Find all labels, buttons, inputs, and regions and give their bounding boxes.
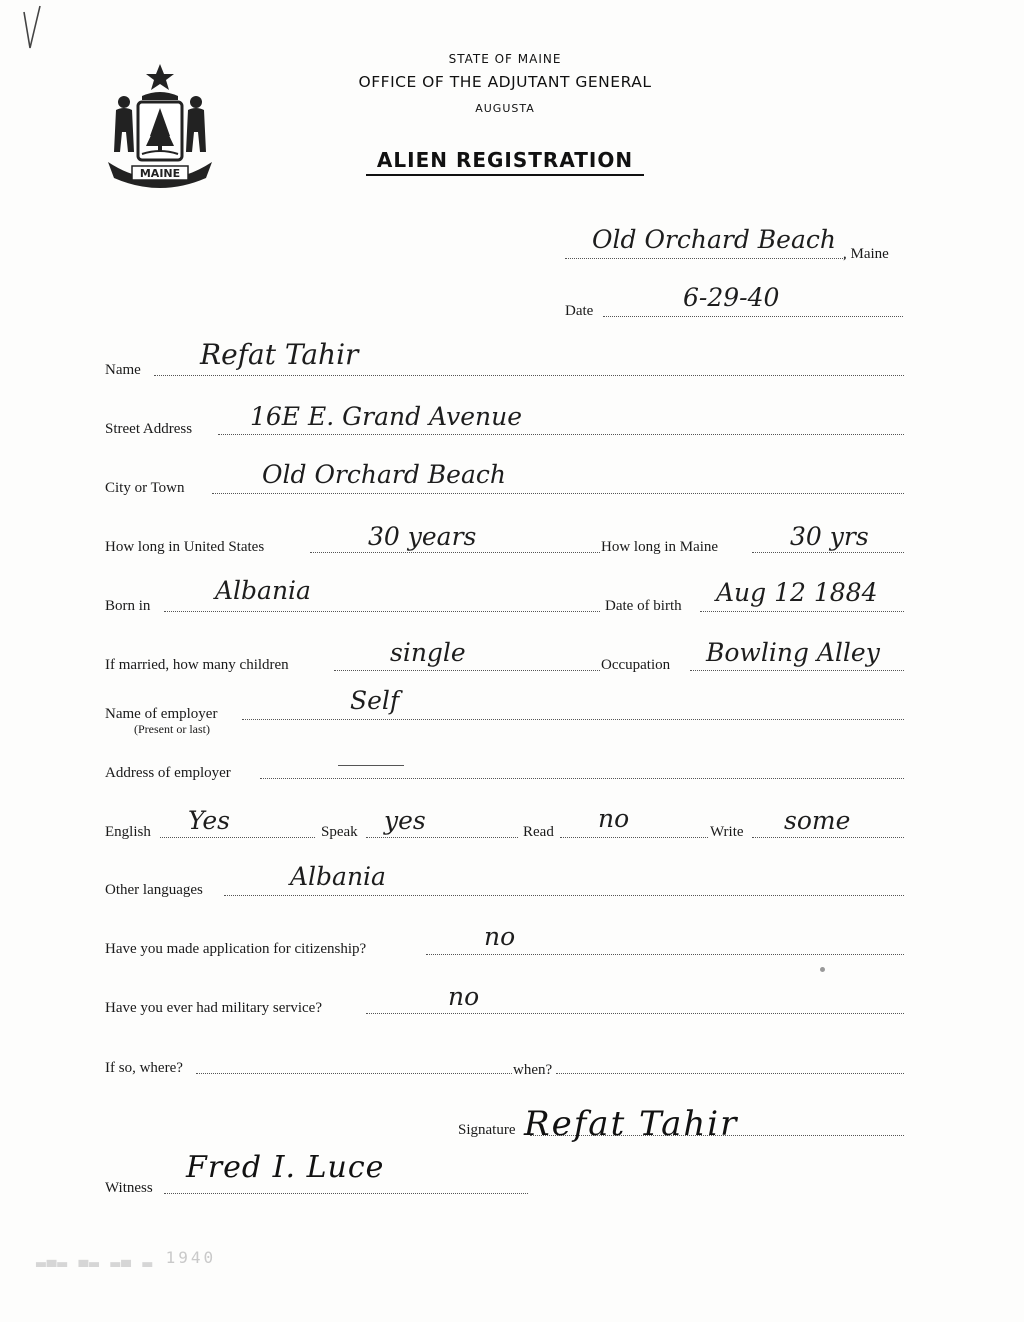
witness-line bbox=[164, 1193, 528, 1194]
title-underline bbox=[366, 174, 644, 176]
born-in-line bbox=[164, 611, 600, 612]
born-in-label: Born in bbox=[105, 598, 151, 614]
how-long-us-line bbox=[310, 552, 600, 553]
other-languages-label: Other languages bbox=[105, 882, 203, 898]
read-label: Read bbox=[523, 824, 554, 840]
date-of-birth-entry: Aug 12 1884 bbox=[716, 578, 878, 607]
how-long-maine-line bbox=[752, 552, 904, 553]
employer-name-line bbox=[242, 719, 904, 720]
signature-label: Signature bbox=[458, 1122, 516, 1138]
how-long-maine-entry: 30 yrs bbox=[790, 522, 869, 551]
citizenship-line bbox=[426, 954, 904, 955]
date-of-birth-label: Date of birth bbox=[605, 598, 682, 614]
military-line bbox=[366, 1013, 904, 1014]
check-mark-icon bbox=[14, 4, 44, 54]
street-address-line bbox=[218, 434, 904, 435]
employer-name-label: Name of employer bbox=[105, 706, 218, 722]
employer-address-dash bbox=[338, 765, 404, 766]
how-long-us-label: How long in United States bbox=[105, 539, 265, 555]
citizenship-entry: no bbox=[484, 922, 516, 951]
english-entry: Yes bbox=[188, 806, 230, 835]
date-entry: 6-29-40 bbox=[683, 283, 780, 312]
city-label: City or Town bbox=[105, 480, 185, 496]
date-label: Date bbox=[565, 303, 594, 319]
witness-entry: Fred I. Luce bbox=[186, 1150, 385, 1185]
if-so-where-line bbox=[196, 1073, 512, 1074]
when-line bbox=[556, 1073, 904, 1074]
name-line bbox=[154, 375, 904, 376]
witness-label: Witness bbox=[105, 1180, 153, 1196]
office-heading: OFFICE OF THE ADJUTANT GENERAL bbox=[358, 73, 652, 91]
how-long-us-entry: 30 years bbox=[368, 522, 477, 551]
speak-line bbox=[366, 837, 518, 838]
state-heading: STATE OF MAINE bbox=[448, 52, 562, 66]
city-heading: AUGUSTA bbox=[475, 102, 535, 115]
english-label: English bbox=[105, 824, 151, 840]
date-line bbox=[603, 316, 903, 317]
other-languages-entry: Albania bbox=[290, 862, 386, 891]
english-line bbox=[160, 837, 315, 838]
street-address-label: Street Address bbox=[105, 421, 193, 437]
employer-note: (Present or last) bbox=[134, 722, 210, 736]
name-label: Name bbox=[105, 362, 141, 378]
military-entry: no bbox=[448, 982, 480, 1011]
other-languages-line bbox=[224, 895, 904, 896]
signature-entry: Refat Tahir bbox=[524, 1104, 739, 1144]
city-entry: Old Orchard Beach bbox=[262, 460, 506, 489]
street-address-entry: 16E E. Grand Avenue bbox=[250, 402, 522, 431]
employer-address-line bbox=[260, 778, 904, 779]
military-label: Have you ever had military service? bbox=[105, 1000, 322, 1016]
maine-label: , Maine bbox=[843, 246, 889, 262]
place-entry: Old Orchard Beach bbox=[592, 225, 836, 254]
write-entry: some bbox=[784, 806, 851, 835]
born-in-entry: Albania bbox=[215, 576, 311, 605]
occupation-entry: Bowling Alley bbox=[706, 638, 880, 667]
received-stamp: ▂▃▂ ▃▂ ▂▃ ▂ 1940 bbox=[36, 1248, 217, 1267]
read-entry: no bbox=[598, 804, 630, 833]
read-line bbox=[560, 837, 708, 838]
write-line bbox=[752, 837, 904, 838]
children-entry: single bbox=[390, 638, 466, 667]
if-so-where-label: If so, where? bbox=[105, 1060, 183, 1076]
write-label: Write bbox=[710, 824, 744, 840]
children-line bbox=[334, 670, 600, 671]
occupation-label: Occupation bbox=[601, 657, 671, 673]
city-line bbox=[212, 493, 904, 494]
form-title: ALIEN REGISTRATION bbox=[376, 148, 634, 172]
ink-speck bbox=[820, 967, 825, 972]
name-entry: Refat Tahir bbox=[200, 338, 359, 371]
svg-text:MAINE: MAINE bbox=[139, 167, 181, 180]
speak-label: Speak bbox=[321, 824, 358, 840]
maine-seal-icon bbox=[102, 62, 218, 190]
date-of-birth-line bbox=[700, 611, 904, 612]
citizenship-label: Have you made application for citizenship? bbox=[105, 941, 367, 957]
speak-entry: yes bbox=[384, 806, 426, 835]
how-long-maine-label: How long in Maine bbox=[601, 539, 719, 555]
children-label: If married, how many children bbox=[105, 657, 289, 673]
employer-address-label: Address of employer bbox=[105, 765, 231, 781]
when-label: when? bbox=[513, 1062, 553, 1078]
employer-name-entry: Self bbox=[350, 686, 400, 715]
place-line bbox=[565, 258, 845, 259]
occupation-line bbox=[690, 670, 904, 671]
